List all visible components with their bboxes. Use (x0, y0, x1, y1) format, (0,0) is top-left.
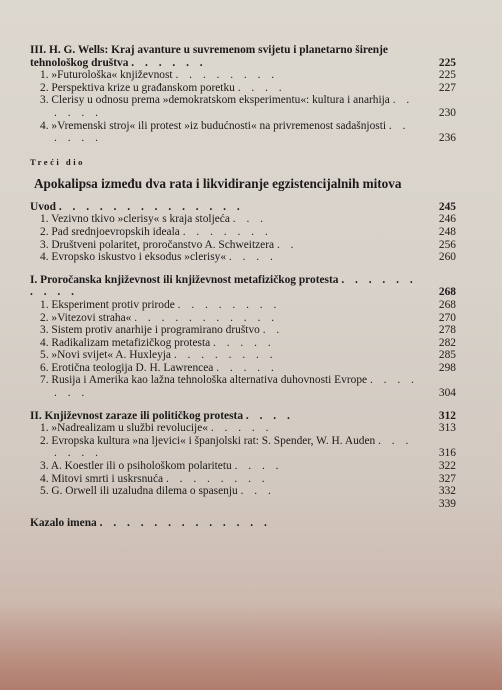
page-number: 246 (438, 213, 456, 226)
page-number: 230 (438, 106, 456, 119)
toc-entry: 5. G. Orwell ili uzaludna dilema o spasenju . . . 332 (40, 485, 456, 498)
page-number: 260 (438, 251, 456, 264)
toc-entry: 7. Rusija i Amerika kao lažna tehnološka alternativa duhovnosti Evrope . . . . . . . 304 (40, 374, 456, 400)
page-number: 268 (438, 298, 456, 311)
page-number: 304 (438, 387, 456, 400)
page-number: 245 (438, 200, 456, 213)
section-heading: I. Proročanska književnost ili književnost metafizičkog protesta . . . . . . . . . . 268 (30, 273, 456, 299)
toc-entry: 4. Mitovi smrti i uskrsnuća . . . . . . . . 327 (40, 472, 456, 485)
index-heading: Kazalo imena . . . . . . . . . . . . . (30, 516, 271, 529)
toc-entry: 2. Evropska kultura »na ljevici« i španjolski rat: S. Spender, W. H. Auden . . . . . . . 316 (40, 434, 456, 460)
page-number: 278 (438, 324, 456, 337)
page-number: 322 (438, 460, 456, 473)
table-of-contents (30, 44, 460, 529)
part-title: Apokalipsa između dva rata i likvidiranje egzistencijalnih mitova (34, 175, 402, 191)
page-number: 282 (438, 336, 456, 349)
toc-entry: 3. A. Koestler ili o psihološkom polaritetu . . . . 322 (40, 460, 456, 473)
toc-entry (30, 498, 460, 511)
page-number: 256 (438, 238, 456, 251)
toc-entry: 4. »Vremenski stroj« ili protest »iz budućnosti« na privremenost sadašnjosti . . . . . . 236 (40, 119, 456, 145)
section-heading: III. H. G. Wells: Kraj avanture u suvremenom svijetu i planetarno širenje tehnološkog društva . . . . . . 225 (30, 44, 456, 69)
toc-entry: 6. Erotična teologija D. H. Lawrencea . . . . . 298 (40, 361, 456, 374)
part-label: Treći dio (30, 156, 85, 167)
toc-entry: 4. Radikalizam metafizičkog protesta . . . . . 282 (40, 336, 456, 349)
page-number: 225 (438, 69, 456, 82)
toc-entry: 3. Sistem protiv anarhije i programirano društvo . . 278 (40, 324, 456, 337)
page-number: 316 (438, 447, 456, 460)
page-number: 339 (438, 498, 456, 511)
section-heading: Uvod . . . . . . . . . . . . . . 245 (30, 200, 456, 213)
page-number: 236 (438, 132, 456, 145)
page-number: 227 (438, 81, 456, 94)
page-number: 313 (438, 422, 456, 435)
page-number: 285 (438, 349, 456, 362)
page-number: 270 (438, 311, 456, 324)
toc-entry: 5. »Novi svijet« A. Huxleyja . . . . . . . . 285 (40, 349, 456, 362)
toc-entry: 1. »Futurološka« književnost . . . . . . . . 225 (40, 69, 456, 82)
toc-entry: 1. Vezivno tkivo »clerisy« s kraja stoljeća . . . 246 (40, 213, 456, 226)
page-number: 298 (438, 361, 456, 374)
page-number: 248 (438, 225, 456, 238)
toc-entry: 1. Eksperiment protiv prirode . . . . . . . . 268 (40, 298, 456, 311)
page-number: 332 (438, 485, 456, 498)
toc-entry: 3. Clerisy u odnosu prema »demokratskom eksperimentu«: kultura i anarhija . . . . . . 230 (40, 94, 456, 119)
toc-entry: 1. »Nadrealizam u službi revolucije« . . . . . 313 (40, 422, 456, 435)
section-heading: II. Književnost zaraze ili političkog protesta . . . . 312 (30, 409, 456, 422)
page-number: 312 (438, 409, 456, 422)
toc-entry: 2. Perspektiva krize u građanskom poretku . . . . 227 (40, 81, 456, 94)
page-number: 268 (438, 286, 456, 299)
toc-entry: 2. »Vitezovi straha« . . . . . . . . . . . 270 (40, 311, 456, 324)
toc-entry: 3. Društveni polaritet, proročanstvo A. Schweitzera . . 256 (40, 238, 456, 251)
page-number: 225 (438, 56, 456, 69)
shadow-overlay (0, 600, 502, 690)
toc-entry: 4. Evropsko iskustvo i eksodus »clerisy« . . . . 260 (40, 251, 456, 264)
toc-entry: 2. Pad srednjoevropskih ideala . . . . . . . 248 (40, 225, 456, 238)
page-number: 327 (438, 472, 456, 485)
